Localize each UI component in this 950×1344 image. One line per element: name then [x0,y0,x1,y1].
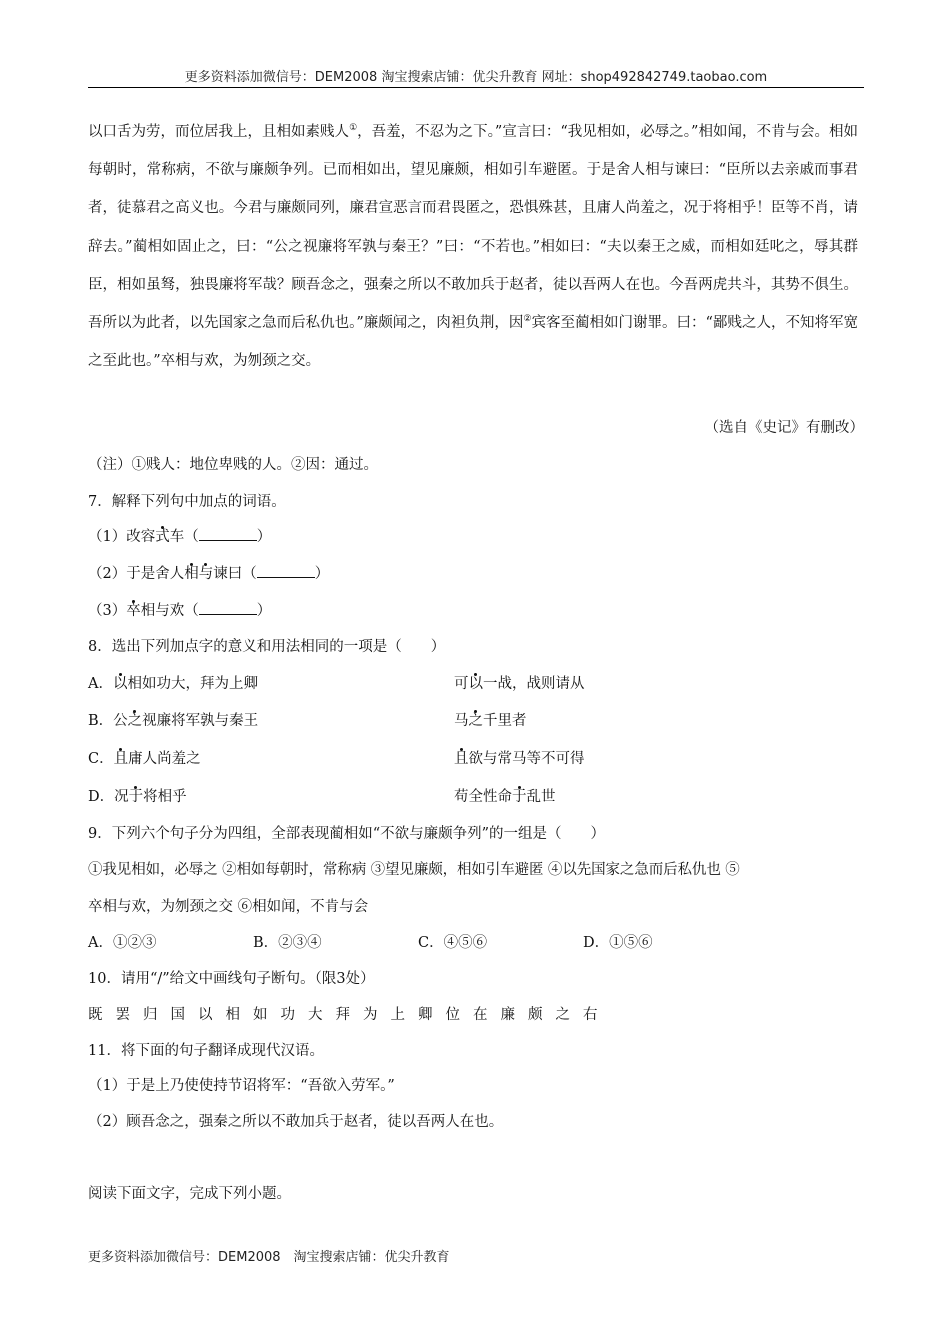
dotted-char: 以 [468,676,483,692]
q7-item-text: 相与欢（ [140,603,199,619]
option-text: 乱世 [526,789,556,805]
q8-stem: 8．选出下列加点字的意义和用法相同的一项是（ ） [88,639,446,655]
q11-sentence-2: （2）顾吾念之，强秦之所以不敢加兵于赵者，徒以吾两人在也。 [88,1114,504,1130]
dotted-char: 于 [128,789,144,805]
answer-blank[interactable] [199,600,257,615]
q9-sentences-1: ①我见相如，必辱之 ②相如每朝时，常称病 ③望见廉颇，相如引车避匿 ④以先国家之急而后私仇也 ⑤ [88,862,740,878]
q7-stem: 7．解释下列句中加点的词语。 [88,494,286,510]
passage-segment: 宾客至蔺相如门谢罪。曰：“鄙贱之人，不知将军宽之至此也。”卒相与欢，为刎颈之交。 [88,315,858,370]
option-text: 将相乎 [143,789,187,805]
dotted-char: 以 [112,676,128,692]
dotted-char: 且 [113,751,129,767]
option-text: 一战，战则请从 [483,676,585,692]
option-text: 况 [114,789,129,805]
passage-text [88,113,858,380]
q7-item-text: 车（ [169,529,199,545]
q9-option-b[interactable]: B．②③④ [253,935,322,951]
q7-item-text: 谏曰（ [213,566,257,582]
option-text: 视廉将军孰与秦王 [142,713,259,729]
passage-source: （选自《史记》有删改） [704,420,864,436]
option-label: B． [88,713,114,729]
q8-option-b[interactable] [88,711,864,731]
dotted-char: 相 [184,566,199,582]
q7-item-1 [88,526,271,547]
dotted-char: 卒 [126,603,141,619]
q11-sentence-1: （1）于是上乃使使持节诏将军：“吾欲入劳军。” [88,1078,395,1094]
q9-option-c[interactable]: C．④⑤⑥ [418,935,488,951]
q7-item-text: （2）于是舍人 [88,566,185,582]
option-text: 欲与常马等不可得 [468,751,585,767]
option-text: 苟全性命 [454,789,512,805]
option-text: 可 [454,676,469,692]
q7-item-2 [88,563,329,584]
q7-item-text: ） [256,529,272,545]
q10-stem: 10．请用“/”给文中画线句子断句。（限3处） [88,971,375,987]
option-text: 公 [113,713,128,729]
q10-sentence: 既罢归国以相如功大拜为上卿位在廉颇之右 [88,1007,611,1023]
q7-item-text: （3） [88,603,127,619]
dotted-char: 且 [454,751,469,767]
q9-option-a[interactable]: A．①②③ [88,935,157,951]
footnote-ref-2: ② [523,314,532,325]
q9-sentences-2: 卒相与欢，为刎颈之交 ⑥相如闻，不肯与会 [88,899,369,915]
dotted-char: 之 [468,713,483,729]
dotted-char: 之 [127,713,143,729]
q8-option-d[interactable] [88,787,864,807]
dotted-char: 于 [512,789,527,805]
passage-paragraph [88,113,858,380]
q8-option-b-compare [454,711,527,731]
q7-item-3 [88,600,271,621]
passage-segment: 以口舌为劳，而位居我上，且相如素贱人 [88,124,350,140]
option-text: 庸人尚羞之 [128,751,201,767]
q8-option-d-compare [454,787,556,807]
option-text: 相如功大，拜为上卿 [127,676,258,692]
q7-item-text: ） [314,566,330,582]
page-header: 更多资料添加微信号：DEM2008 淘宝搜索店铺：优尖升教育 网址：shop492842749.taobao.com [184,70,768,85]
passage-segment: ，吾羞，不忍为之下。”宣言曰：“我见相如，必辱之。”相如闻，不肯与会。相如每朝时，常称病，不欲与廉颇争列。已而相如出，望见廉颇，相如引车避匿。于是舍人相与谏曰：“臣所以去亲戚而事君者，徒慕君之高义也。今君与廉颇同列，廉君宣恶言而君畏匿之，恐惧殊甚，且庸人尚羞之，况于将相乎！臣等不肖，请辞去。”蔺相如固止之，曰：“公之视廉将军孰与秦王？”曰：“不若也。”相如曰：“夫以秦王之威，而相如廷叱之，辱其群臣，相如虽驽，独畏廉将军哉？顾吾念之，强秦之所以不敢加兵于赵者，徒以吾两人在也。今吾两虎共斗，其势不俱生。吾所以为此者，以先国家之急而后私仇也。”廉颇闻之，肉袒负荆，因 [88,124,858,332]
option-label: C． [88,751,114,767]
q9-stem: 9．下列六个句子分为四组，全部表现蔺相如“不欲与廉颇争列”的一组是（ ） [88,826,606,842]
q11-stem: 11．将下面的句子翻译成现代汉语。 [88,1043,324,1059]
footnote-ref-1: ① [349,123,358,134]
q7-item-text: ） [256,603,272,619]
header-divider [88,87,864,88]
dotted-char: 式 [155,529,170,545]
option-text: 千里者 [483,713,527,729]
q8-option-c[interactable] [88,749,864,769]
q8-option-c-compare [454,749,585,769]
answer-blank[interactable] [199,526,257,541]
answer-blank[interactable] [257,563,315,578]
option-label: A． [88,676,113,692]
page-footer: 更多资料添加微信号：DEM2008 淘宝搜索店铺：优尖升教育 [88,1250,450,1265]
q9-option-d[interactable]: D．①⑤⑥ [583,935,653,951]
reading-intro: 阅读下面文字，完成下列小题。 [88,1186,291,1202]
option-label: D． [88,789,115,805]
q8-option-a[interactable] [88,674,864,694]
q7-item-text: （1）改容 [88,529,156,545]
dotted-char: 与 [198,566,214,582]
q8-option-a-compare [454,674,585,694]
passage-note: （注）①贱人：地位卑贱的人。②因：通过。 [88,457,378,473]
option-text: 马 [454,713,469,729]
